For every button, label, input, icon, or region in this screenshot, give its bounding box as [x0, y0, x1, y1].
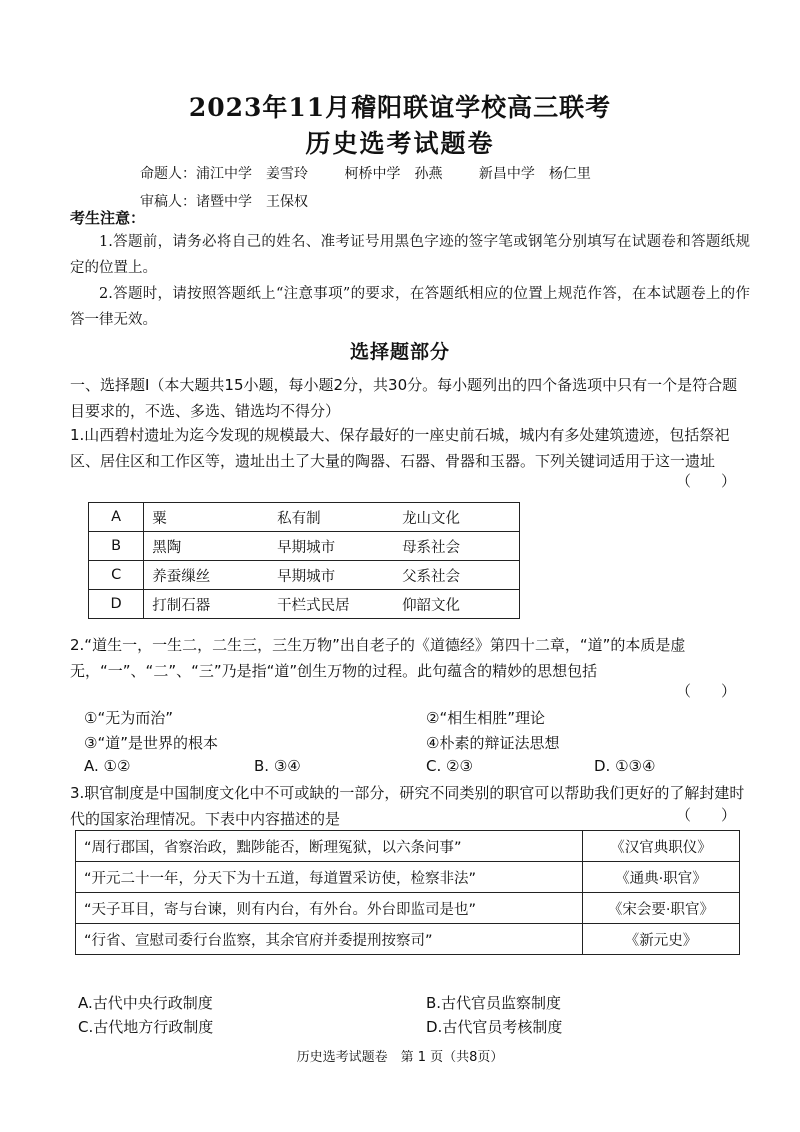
q1-cell: 早期城市 — [269, 561, 394, 590]
q1-cell: 黑陶 — [144, 532, 269, 561]
q1-stem: 1.山西碧村遗址为迄今发现的规模最大、保存最好的一座史前石城，城内有多处建筑遗迹，包括祭祀区、居住区和工作区等，遗址出土了大量的陶器、石器、骨器和玉器。下列关键词适用于这一遗址 — [70, 426, 730, 470]
q1-cell: 打制石器 — [144, 590, 269, 619]
author-3: 新昌中学 杨仁里 — [478, 166, 591, 182]
table-row — [76, 924, 740, 955]
q2-stem: 2.“道生一，一生二，二生三，三生万物”出自老子的《道德经》第四十二章，“道”的本质是虚无，“一”、“二”、“三”乃是指“道”创生万物的过程。此句蕴含的精妙的思想包括 — [70, 636, 686, 680]
notice-heading: 考生注意： — [70, 209, 146, 227]
q3-quote: “开元二十一年，分天下为十五道，每道置采访使，检察非法” — [76, 862, 583, 893]
q3-option-d: D.古代官员考核制度 — [426, 1018, 563, 1036]
table-row — [89, 590, 520, 619]
q1-cell: 龙山文化 — [394, 503, 519, 532]
q1-row-key: D — [89, 590, 144, 619]
page-footer: 历史选考试题卷 第 1 页（共8页） — [296, 1050, 504, 1065]
q1-cell: 父系社会 — [394, 561, 519, 590]
q1-cell: 早期城市 — [269, 532, 394, 561]
authors-row — [140, 160, 623, 188]
q2-option-c: C. ②③ — [426, 757, 473, 775]
reviewer: 审稿人：诸暨中学 王保权 — [140, 194, 308, 210]
q3-table — [75, 830, 740, 955]
q1-row-key: A — [89, 503, 144, 532]
q3-source: 《通典·职官》 — [583, 862, 740, 893]
author-block — [140, 160, 623, 216]
author-1: 命题人：浦江中学 姜雪玲 — [140, 166, 308, 182]
author-2: 柯桥中学 孙燕 — [344, 166, 443, 182]
q3-quote: “行省、宣慰司委行台监察，其余官府并委提刑按察司” — [76, 924, 583, 955]
table-row — [89, 561, 520, 590]
exam-subtitle: 历史选考试题卷 — [305, 129, 495, 158]
q2-item-2: ②“相生相胜”理论 — [426, 709, 545, 727]
q1-row-key: C — [89, 561, 144, 590]
q1-cell: 私有制 — [269, 503, 394, 532]
q1-row-key: B — [89, 532, 144, 561]
table-row — [76, 862, 740, 893]
q2-statements — [70, 707, 760, 787]
q1-table — [88, 502, 520, 619]
table-row — [76, 893, 740, 924]
table-row — [76, 831, 740, 862]
q2-item-3: ③“道”是世界的根本 — [84, 734, 218, 752]
q3-quote: “周行郡国，省察治政，黜陟能否，断理冤狱，以六条问事” — [76, 831, 583, 862]
notice-item-1: 1.答题前，请务必将自己的姓名、准考证号用黑色字迹的签字笔或钢笔分别填写在试题卷和答题纸规定的位置上。 — [70, 234, 750, 276]
q3-stem: 3.职官制度是中国制度文化中不可或缺的一部分，研究不同类别的职官可以帮助我们更好的了解封建时代的国家治理情况。下表中内容描述的是 — [70, 784, 745, 828]
q1-cell: 养蚕缫丝 — [144, 561, 269, 590]
exam-title: 2023年11月稽阳联谊学校高三联考 — [188, 93, 612, 122]
q2-item-1: ①“无为而治” — [84, 709, 173, 727]
q2-item-4: ④朴素的辩证法思想 — [426, 734, 560, 752]
q2-option-b: B. ③④ — [254, 757, 301, 775]
q3-option-b: B.古代官员监察制度 — [426, 994, 562, 1012]
q2-option-a: A. ①② — [84, 757, 131, 775]
q3-source: 《汉官典职仪》 — [583, 831, 740, 862]
q3-source: 《新元史》 — [583, 924, 740, 955]
q1-cell: 仰韶文化 — [394, 590, 519, 619]
q2-answer-paren: （ ） — [676, 682, 737, 700]
notice-item-2: 2.答题时，请按照答题纸上“注意事项”的要求，在答题纸相应的位置上规范作答，在本试题卷上的作答一律无效。 — [70, 286, 750, 328]
q3-option-c: C.古代地方行政制度 — [78, 1018, 214, 1036]
q3-quote: “天子耳目，寄与台谏，则有内台，有外台。外台即监司是也” — [76, 893, 583, 924]
q1-answer-paren: （ ） — [676, 472, 737, 490]
table-row — [89, 532, 520, 561]
q3-answer-paren: （ ） — [676, 806, 737, 824]
q3-options — [70, 992, 760, 1044]
q1-cell: 干栏式民居 — [269, 590, 394, 619]
q3-option-a: A.古代中央行政制度 — [78, 994, 213, 1012]
q2-option-d: D. ①③④ — [594, 757, 656, 775]
table-row — [89, 503, 520, 532]
q1-cell: 母系社会 — [394, 532, 519, 561]
q1-cell: 粟 — [144, 503, 269, 532]
section-title: 选择题部分 — [349, 341, 450, 363]
reviewer-row — [140, 188, 623, 216]
q3-source: 《宋会要·职官》 — [583, 893, 740, 924]
part1-intro: 一、选择题Ⅰ（本大题共15小题，每小题2分，共30分。每小题列出的四个备选项中只有一个是符合题目要求的，不选、多选、错选均不得分） — [70, 376, 738, 420]
